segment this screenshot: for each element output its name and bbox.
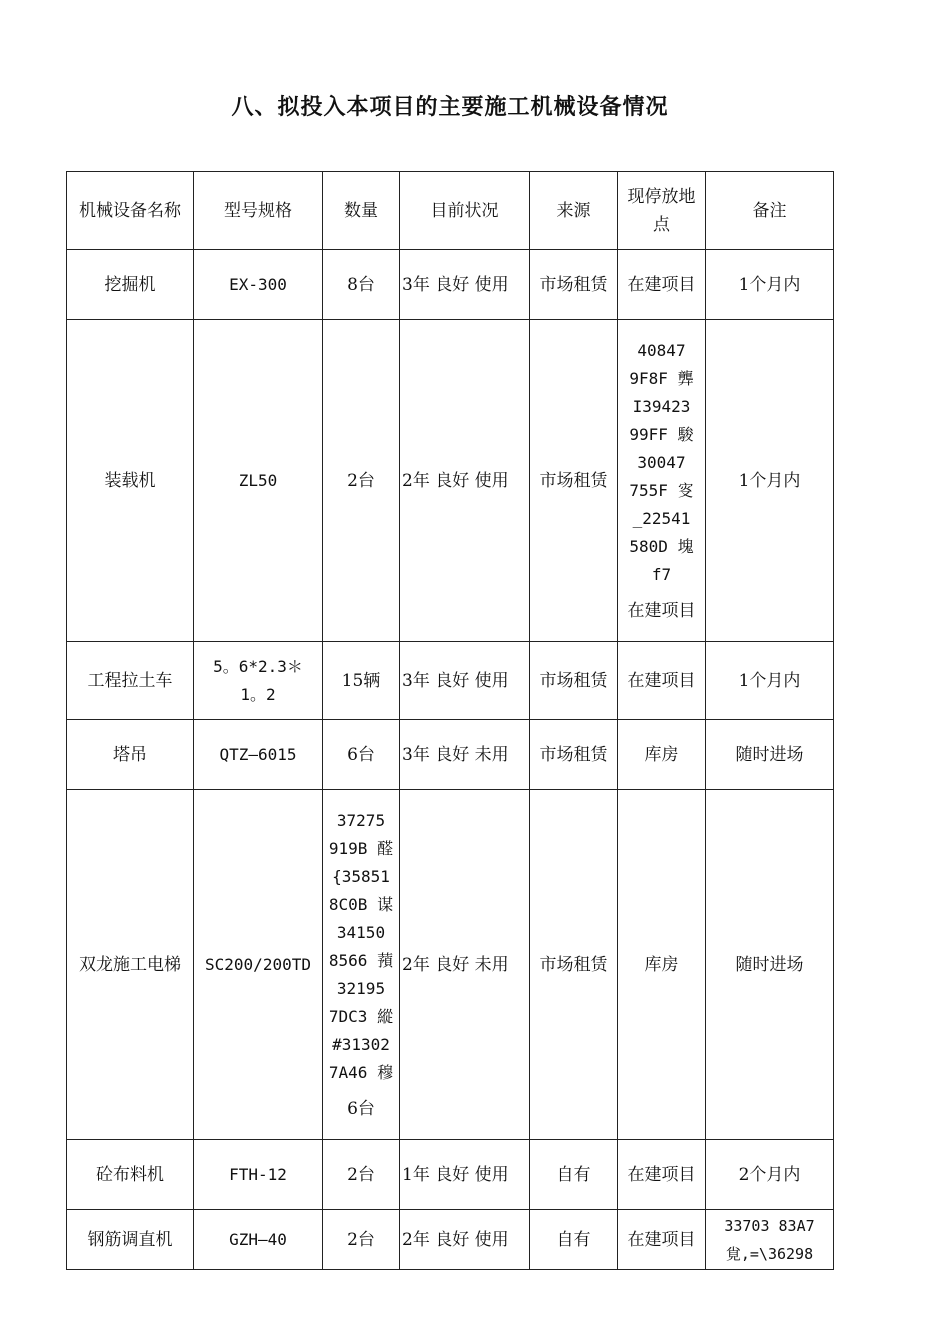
qty-code-line: #31302 — [332, 1034, 390, 1054]
cell-qty: 2台 — [323, 1210, 400, 1270]
header-location-line1: 现停放地 — [627, 186, 696, 207]
table-row — [67, 790, 834, 1140]
location-code-line: f7 — [651, 564, 672, 584]
cell-qty: 2台 — [323, 1140, 400, 1210]
cell-qty: 2台 — [323, 320, 400, 642]
location-code-line: 9F8F 龏 — [629, 368, 694, 388]
cell-name: 挖掘机 — [67, 250, 194, 320]
location-code-line: I39423 — [632, 396, 691, 416]
table-row — [67, 320, 834, 642]
header-location-line2: 点 — [653, 214, 670, 235]
table-row — [67, 1210, 834, 1270]
model-line2: 1。2 — [240, 684, 276, 704]
header-status: 目前状况 — [400, 172, 530, 250]
qty-code-line: 7A46 穆 — [328, 1062, 394, 1082]
cell-name: 塔吊 — [67, 720, 194, 790]
cell-model: GZH—40 — [194, 1210, 323, 1270]
cell-name: 砼布料机 — [67, 1140, 194, 1210]
header-model: 型号规格 — [194, 172, 323, 250]
cell-status: 3年 良好 使用 — [400, 250, 530, 320]
cell-location: 库房 — [618, 720, 706, 790]
location-code-line: 99FF 駿 — [629, 424, 694, 444]
header-name: 机械设备名称 — [67, 172, 194, 250]
remark-line1: 33703 83A7 — [724, 1216, 815, 1235]
cell-qty — [323, 790, 400, 1140]
remark-line2: 覍,=\36298 — [725, 1244, 814, 1263]
cell-source: 自有 — [530, 1210, 618, 1270]
cell-status: 3年 良好 使用 — [400, 642, 530, 720]
header-row — [67, 172, 834, 250]
cell-remark: 1个月内 — [706, 642, 834, 720]
location-code-line: 40847 — [637, 340, 686, 360]
qty-code-line: 32195 — [336, 978, 386, 998]
cell-source: 市场租赁 — [530, 790, 618, 1140]
cell-location — [618, 320, 706, 642]
cell-source: 市场租赁 — [530, 642, 618, 720]
cell-qty: 8台 — [323, 250, 400, 320]
cell-name: 双龙施工电梯 — [67, 790, 194, 1140]
cell-source: 市场租赁 — [530, 720, 618, 790]
cell-name: 装载机 — [67, 320, 194, 642]
cell-model — [194, 642, 323, 720]
cell-model: EX-300 — [194, 250, 323, 320]
cell-remark: 1个月内 — [706, 250, 834, 320]
location-code-line: 580D 塊 — [629, 536, 694, 556]
header-remark: 备注 — [706, 172, 834, 250]
cell-location: 在建项目 — [618, 1140, 706, 1210]
qty-code-line: {35851 — [332, 866, 390, 886]
cell-remark: 1个月内 — [706, 320, 834, 642]
qty-code-line: 37275 — [336, 810, 386, 830]
table-row — [67, 720, 834, 790]
table-row — [67, 1140, 834, 1210]
location-code-line: _22541 — [632, 508, 691, 528]
table-row — [67, 642, 834, 720]
equipment-table — [66, 171, 834, 1270]
qty-code-line: 8C0B 谋 — [328, 894, 394, 914]
header-location — [618, 172, 706, 250]
qty-code-line: 7DC3 縱 — [328, 1006, 394, 1026]
qty-code-line: 34150 — [336, 922, 386, 942]
header-qty: 数量 — [323, 172, 400, 250]
cell-model: FTH-12 — [194, 1140, 323, 1210]
cell-source: 市场租赁 — [530, 320, 618, 642]
cell-qty: 6台 — [323, 720, 400, 790]
cell-status: 2年 良好 使用 — [400, 320, 530, 642]
cell-source: 自有 — [530, 1140, 618, 1210]
cell-model: QTZ—6015 — [194, 720, 323, 790]
qty-code-line: 8566 蕷 — [328, 950, 394, 970]
cell-status: 2年 良好 未用 — [400, 790, 530, 1140]
location-text: 在建项目 — [627, 600, 696, 621]
cell-model: SC200/200TD — [194, 790, 323, 1140]
cell-status: 1年 良好 使用 — [400, 1140, 530, 1210]
table-row — [67, 250, 834, 320]
cell-model: ZL50 — [194, 320, 323, 642]
cell-remark: 随时进场 — [706, 790, 834, 1140]
cell-source: 市场租赁 — [530, 250, 618, 320]
cell-status: 2年 良好 使用 — [400, 1210, 530, 1270]
cell-status: 3年 良好 未用 — [400, 720, 530, 790]
header-source: 来源 — [530, 172, 618, 250]
cell-location: 在建项目 — [618, 250, 706, 320]
cell-remark — [706, 1210, 834, 1270]
model-line1: 5。6*2.3＊ — [213, 656, 303, 676]
qty-text: 6台 — [347, 1098, 375, 1119]
cell-remark: 随时进场 — [706, 720, 834, 790]
cell-name: 工程拉土车 — [67, 642, 194, 720]
qty-code-line: 919B 醛 — [328, 838, 394, 858]
cell-remark: 2个月内 — [706, 1140, 834, 1210]
cell-qty: 15辆 — [323, 642, 400, 720]
page-title: 八、拟投入本项目的主要施工机械设备情况 — [231, 94, 669, 120]
cell-name: 钢筋调直机 — [67, 1210, 194, 1270]
cell-location: 库房 — [618, 790, 706, 1140]
location-code-line: 30047 — [637, 452, 686, 472]
cell-location: 在建项目 — [618, 642, 706, 720]
cell-location: 在建项目 — [618, 1210, 706, 1270]
location-code-line: 755F 叜 — [629, 480, 694, 500]
